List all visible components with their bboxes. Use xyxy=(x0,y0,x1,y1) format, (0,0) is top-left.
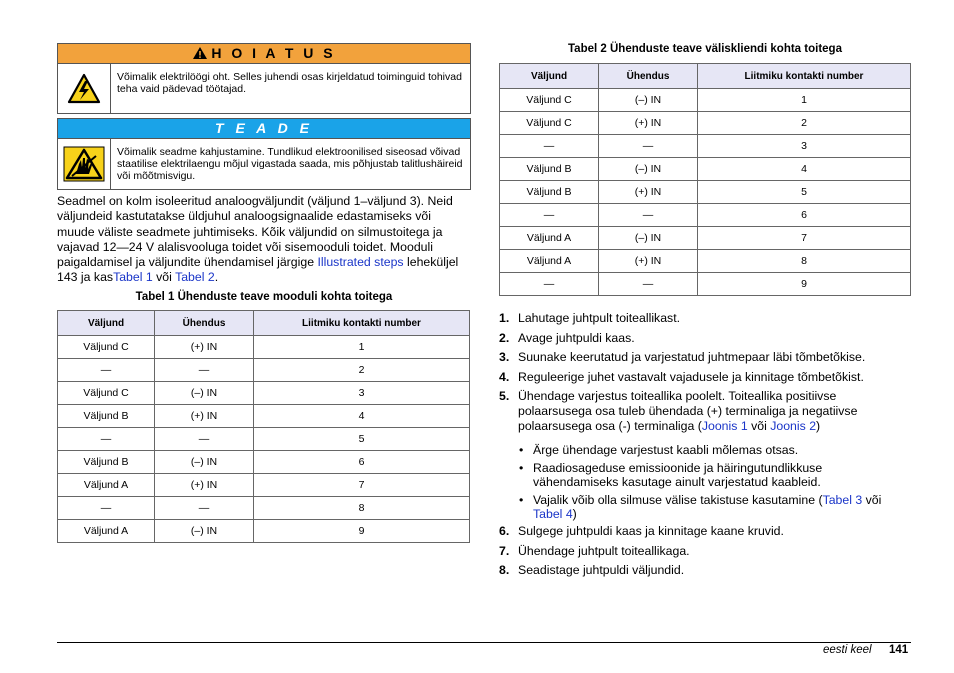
step-item xyxy=(499,370,911,385)
link-tabel-3[interactable]: Tabel 3 xyxy=(822,492,863,507)
esd-hand-icon xyxy=(58,139,111,189)
table-cell: 8 xyxy=(254,497,470,520)
table-cell: — xyxy=(500,204,599,227)
table-cell: 7 xyxy=(254,474,470,497)
table-row xyxy=(500,158,911,181)
intro-paragraph xyxy=(57,194,471,286)
table-cell: — xyxy=(58,497,155,520)
table-cell: (+) IN xyxy=(599,112,698,135)
footer-rule xyxy=(57,642,911,643)
table-cell: Väljund C xyxy=(500,89,599,112)
table-cell: — xyxy=(58,359,155,382)
table-cell: 6 xyxy=(698,204,911,227)
table-cell: 5 xyxy=(254,428,470,451)
table-cell: (–) IN xyxy=(155,520,254,543)
table-row xyxy=(58,336,470,359)
step-item xyxy=(499,350,911,365)
table-cell: 3 xyxy=(254,382,470,405)
table-row xyxy=(500,250,911,273)
table-row xyxy=(500,181,911,204)
table2-caption: Tabel 2 Ühenduste teave väliskliendi kohta toitega xyxy=(568,43,842,55)
step-item xyxy=(499,524,911,539)
steps-list-b xyxy=(499,524,911,578)
bullet-text: Ärge ühendage varjestust kaabli mõlemas otsas. xyxy=(533,443,799,457)
step-item xyxy=(499,331,911,346)
table-header-row xyxy=(58,311,470,336)
notice-box xyxy=(57,118,471,190)
step-text: Seadistage juhtpuldi väljundid. xyxy=(518,563,685,578)
link-tabel-2[interactable]: Tabel 2 xyxy=(175,270,215,285)
notice-text: Võimalik seadme kahjustamine. Tundlikud elektroonilised siseosad võivad staatilise elektrilaengu mõjul vigastada saada, mis põhjustab talitlushäireid või mõõtmisvigu. xyxy=(117,146,463,182)
step-number: 2. xyxy=(499,330,510,345)
electric-shock-icon xyxy=(58,64,111,113)
bullet-item xyxy=(519,461,911,490)
step-text: Ühendage varjestus toiteallika poolelt. Toiteallika positiivse polaarsusega osa tuleb ühendada (+) terminaliga ja negatiivse polaarsusega osa (-) terminaliga ( xyxy=(518,389,858,433)
column-header: Liitmiku kontakti number xyxy=(254,311,470,336)
step-text: Sulgege juhtpuldi kaas ja kinnitage kaane kruvid. xyxy=(518,524,784,538)
link-joonis-2[interactable]: Joonis 2 xyxy=(770,418,817,433)
table-cell: — xyxy=(599,204,698,227)
step-text: või xyxy=(747,418,771,433)
bullet-text: või xyxy=(862,492,882,507)
table-cell: — xyxy=(58,428,155,451)
table2 xyxy=(499,63,911,296)
step-item xyxy=(499,544,911,559)
step-text: Reguleerige juhet vastavalt vajadusele ja kinnitage tõmbetõkist. xyxy=(518,369,864,384)
step-number: 8. xyxy=(499,563,510,578)
step-number: 6. xyxy=(499,524,510,538)
table-cell: — xyxy=(155,359,254,382)
step-number: 3. xyxy=(499,350,510,365)
table-cell: 4 xyxy=(698,158,911,181)
table1-caption: Tabel 1 Ühenduste teave mooduli kohta toitega xyxy=(135,291,393,303)
shield-bullets xyxy=(519,443,911,522)
table-cell: (+) IN xyxy=(599,250,698,273)
table-cell: Väljund B xyxy=(58,405,155,428)
step-item xyxy=(499,563,911,578)
bullet-text: ) xyxy=(572,507,577,522)
warning-title: H O I A T U S xyxy=(211,45,336,61)
column-header: Ühendus xyxy=(599,64,698,89)
column-header: Väljund xyxy=(58,311,155,336)
warning-text: Võimalik elektrilöögi oht. Selles juhendi osas kirjeldatud toiminguid tohivad teha vaid pädevad töötajad. xyxy=(117,71,462,95)
page-number: 141 xyxy=(889,644,909,656)
table-row xyxy=(58,497,470,520)
table-row xyxy=(500,135,911,158)
table-cell: (+) IN xyxy=(155,474,254,497)
step-text: Ühendage juhtpult toiteallikaga. xyxy=(518,543,690,558)
table-row xyxy=(58,520,470,543)
table-cell: (–) IN xyxy=(599,89,698,112)
table-cell: — xyxy=(500,273,599,296)
table-cell: 9 xyxy=(698,273,911,296)
table-cell: (–) IN xyxy=(599,158,698,181)
table-row xyxy=(58,474,470,497)
intro-text: Seadmel on kolm isoleeritud analoogväljundit (väljund 1–väljund 3). Neid väljundeid kastutatakse üldjuhul analoogsignaalide edastamiseks või muude väliste seadmete juhtimiseks. Kõik väljundid on silmustoitega ja vajavad 12—24 V alalisvooluga toidet või sisemooduli toidet. Mooduli paigaldamisel ja väljundite ühendamisel järgige xyxy=(57,194,453,270)
table-cell: 4 xyxy=(254,405,470,428)
table-cell: Väljund C xyxy=(58,336,155,359)
link-joonis-1[interactable]: Joonis 1 xyxy=(701,418,748,433)
table-cell: — xyxy=(500,135,599,158)
table-cell: (–) IN xyxy=(155,382,254,405)
table-cell: 1 xyxy=(254,336,470,359)
table-cell: 5 xyxy=(698,181,911,204)
footer-language: eesti keel xyxy=(823,644,872,656)
column-header: Väljund xyxy=(500,64,599,89)
notice-header xyxy=(58,119,470,139)
step-number: 7. xyxy=(499,543,510,558)
table-row xyxy=(500,89,911,112)
table-cell: Väljund C xyxy=(500,112,599,135)
table-cell: Väljund B xyxy=(500,181,599,204)
table-cell: 8 xyxy=(698,250,911,273)
table-cell: Väljund B xyxy=(58,451,155,474)
step-item xyxy=(499,311,911,326)
bullet-dot: • xyxy=(519,460,524,475)
step-number: 4. xyxy=(499,369,510,384)
step-item xyxy=(499,389,911,433)
table-cell: — xyxy=(155,428,254,451)
table-cell: 3 xyxy=(698,135,911,158)
step-text: Avage juhtpuldi kaas. xyxy=(518,330,635,345)
table-cell: (–) IN xyxy=(599,227,698,250)
table-cell: (–) IN xyxy=(155,451,254,474)
bullet-item xyxy=(519,443,911,458)
table-cell: 2 xyxy=(698,112,911,135)
intro-text: või xyxy=(152,270,176,285)
table-row xyxy=(58,382,470,405)
step-text: ) xyxy=(816,418,821,433)
bullet-dot: • xyxy=(519,443,524,457)
table-cell: 2 xyxy=(254,359,470,382)
warning-triangle-icon xyxy=(192,46,208,60)
table-row xyxy=(500,273,911,296)
table-cell: (+) IN xyxy=(155,405,254,428)
table-cell: — xyxy=(155,497,254,520)
step-text: Lahutage juhtpult toiteallikast. xyxy=(518,311,681,325)
table-row xyxy=(58,405,470,428)
table-cell: Väljund A xyxy=(58,520,155,543)
steps-list-a xyxy=(499,311,911,433)
column-header: Liitmiku kontakti number xyxy=(698,64,911,89)
notice-title: T E A D E xyxy=(215,120,313,136)
bullet-dot: • xyxy=(519,492,524,507)
bullet-item xyxy=(519,493,911,522)
table-row xyxy=(58,428,470,451)
table-cell: 7 xyxy=(698,227,911,250)
table-cell: (+) IN xyxy=(155,336,254,359)
table-header-row xyxy=(500,64,911,89)
table-cell: Väljund C xyxy=(58,382,155,405)
table-row xyxy=(500,112,911,135)
step-number: 1. xyxy=(499,311,510,325)
table-cell: Väljund A xyxy=(500,250,599,273)
table-cell: 1 xyxy=(698,89,911,112)
column-header: Ühendus xyxy=(155,311,254,336)
table1 xyxy=(57,310,470,543)
table-cell: 6 xyxy=(254,451,470,474)
link-tabel-1[interactable]: Tabel 1 xyxy=(113,270,153,285)
link-tabel-4[interactable]: Tabel 4 xyxy=(533,507,573,522)
table-cell: Väljund A xyxy=(500,227,599,250)
intro-text: . xyxy=(214,270,219,285)
table-row xyxy=(58,451,470,474)
table-cell: — xyxy=(599,273,698,296)
step-text: Suunake keerutatud ja varjestatud juhtmepaar läbi tõmbetõkise. xyxy=(518,350,866,365)
bullet-text: Vajalik võib olla silmuse välise takistuse kasutamine ( xyxy=(533,492,823,507)
intro-text: leheküljel 143 ja kas xyxy=(57,255,459,285)
link-illustrated-steps[interactable]: Illustrated steps xyxy=(317,255,404,270)
table-row xyxy=(500,227,911,250)
warning-box xyxy=(57,43,471,114)
table-cell: 9 xyxy=(254,520,470,543)
table-cell: Väljund A xyxy=(58,474,155,497)
bullet-text: Raadiosageduse emissioonide ja häiringutundlikkuse vähendamiseks kasutage ainult varjestatud kaableid. xyxy=(533,460,823,490)
table-row xyxy=(500,204,911,227)
table-cell: Väljund B xyxy=(500,158,599,181)
table-cell: (+) IN xyxy=(599,181,698,204)
table-row xyxy=(58,359,470,382)
warning-header xyxy=(58,44,470,64)
table-cell: — xyxy=(599,135,698,158)
step-number: 5. xyxy=(499,389,510,404)
